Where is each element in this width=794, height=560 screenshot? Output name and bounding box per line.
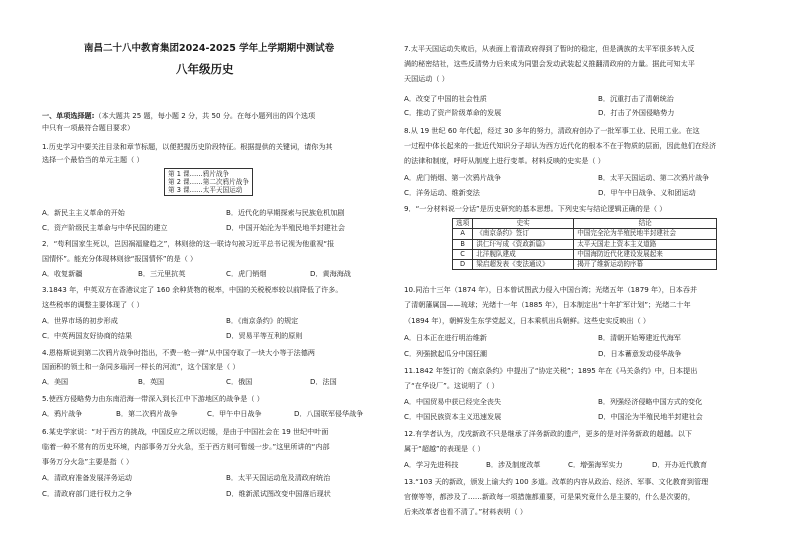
q11-option-a[interactable]: A．中国贸易中获已经完全丧失 — [404, 397, 502, 406]
q6-option-d[interactable]: D．维新派试图改变中国落后现状 — [226, 489, 331, 498]
q11-option-b[interactable]: B．列强经济侵略中国方式的变化 — [598, 397, 703, 406]
q3-stem-1: 3.1843 年，中英双方在香港议定了 160 余种货物的税率，中国的关税税率较以前降低了许多。 — [42, 285, 343, 294]
q12-option-c[interactable]: C．增强海军实力 — [568, 460, 623, 469]
q8-stem-3: 的法律和制度，呼吁从制度上进行变革。材料反映的史实是（ ） — [404, 156, 605, 165]
section-intro: 一、单项选择题:（本大题共 25 题，每小题 2 分，共 50 分。在每小题列出的四个选项 — [42, 111, 316, 120]
q3-option-d[interactable]: D．贸易平等互利的原则 — [226, 331, 303, 340]
table-row: B 洪仁玕写成《资政新篇》 太平天国走上资本主义道路 — [453, 239, 717, 249]
q12-option-b[interactable]: B．涉及制度改革 — [486, 460, 541, 469]
q10-option-b[interactable]: B．清朝开始筹建近代海军 — [598, 333, 681, 342]
q1-option-d[interactable]: D．中国开始沦为半殖民地半封建社会 — [226, 223, 345, 232]
q8-option-b[interactable]: B．太平天国运动、第二次鸦片战争 — [598, 173, 710, 182]
q1-option-a[interactable]: A．新民主主义革命的开始 — [42, 208, 125, 217]
q12-stem-2: 属于“超越”的表现是（ ） — [404, 444, 485, 453]
table-header-row — [453, 219, 717, 229]
q10-option-c[interactable]: C．列强掀起瓜分中国狂潮 — [404, 349, 487, 358]
q1-option-c[interactable]: C．资产阶级民主革命与中华民国的建立 — [42, 223, 168, 232]
q3-option-b[interactable]: B．《南京条约》的规定 — [226, 316, 299, 325]
q1-lesson: 第 3 课……太平天国运动 — [168, 186, 243, 194]
q5-option-b[interactable]: B．第二次鸦片战争 — [116, 409, 178, 418]
q7-option-b[interactable]: B．沉重打击了清朝统治 — [598, 94, 674, 103]
q7-stem-3: 天国运动（ ） — [404, 74, 449, 83]
table-header: 结论 — [574, 219, 717, 229]
q6-option-b[interactable]: B．太平天国运动危及清政府统治 — [226, 473, 331, 482]
q1-lesson: 第 2 课……第二次鸦片战争 — [168, 178, 249, 186]
q11-option-d[interactable]: D．中国沦为半殖民地半封建社会 — [598, 412, 703, 421]
q10-stem-2: 了清朝藩属国——琉球；光绪十一年（1885 年），日本制定出“十年扩军计划”；光绪二十年 — [404, 300, 691, 309]
q8-stem-1: 8.从 19 世纪 60 年代起，经过 30 多年的努力，清政府创办了一批军事工业、民用工业。在这 — [404, 126, 700, 135]
q12-option-d[interactable]: D．开办近代教育 — [652, 460, 708, 469]
q12-stem-1: 12.有学者认为，戊戌新政不只是继承了洋务新政的遗产，更多的是对洋务新政的超越。以下 — [404, 429, 692, 438]
q4-stem-2: 国面积的领土和一条同多瑙河一样长的河流”，这个国家是（ ） — [42, 362, 240, 371]
q7-option-a[interactable]: A．改变了中国的社会性质 — [404, 94, 487, 103]
section-intro-2: 中只有一项最符合题目要求） — [42, 123, 135, 132]
q4-option-b[interactable]: B．英国 — [138, 377, 165, 386]
table-header: 选项 — [453, 219, 473, 229]
q7-option-d[interactable]: D．打击了外国侵略势力 — [598, 108, 675, 117]
q5-option-d[interactable]: D．八国联军侵华战争 — [294, 409, 364, 418]
q9-stem-1: 9．“一分材料说一分话”是历史研究的基本思想。下列史实与结论逻辑正确的是（ ） — [404, 204, 667, 213]
section-heading: 一、单项选择题: — [42, 111, 95, 120]
q4-stem-1: 4.恩格斯说到第二次鸦片战争时指出，不费一枪一弹“从中国夺取了一块大小等于法德两 — [42, 348, 315, 357]
q5-option-c[interactable]: C．甲午中日战争 — [207, 409, 262, 418]
q1-stem-1: 1.历史学习中要关注目录和章节标题，以便把握历史阶段特征。根据提供的关键词，请你为其 — [42, 142, 333, 151]
q3-option-c[interactable]: C．中英两国友好协商的结果 — [42, 331, 133, 340]
q6-option-c[interactable]: C．清政府部门进行权力之争 — [42, 489, 133, 498]
q5-option-a[interactable]: A．鸦片战争 — [42, 409, 83, 418]
q2-stem-1: 2．“苟利国家生死以，岂因祸福避趋之”，林则徐的这一联诗句被习近平总书记视为他重视“报 — [42, 239, 335, 248]
q11-stem-2: 了“在华设厂”。这说明了（ ） — [404, 381, 499, 390]
q1-lesson-box — [164, 168, 253, 196]
q7-stem-1: 7.太平天国运动失败后，从表面上看清政府得到了暂时的稳定，但是满族的太平军很多转入反 — [404, 44, 695, 53]
q10-option-d[interactable]: D．日本蓄意发动侵华战争 — [598, 349, 682, 358]
q6-stem-2: 临着一种不常有的历史环境，内部事务万分火急，至于西方则可暂缓一步。”这里所讲的“内部 — [42, 442, 330, 451]
q2-option-a[interactable]: A．收复新疆 — [42, 269, 83, 278]
q13-stem-2: 官僚等等，都涉及了……新政每一项措施都重要，可是果究竟什么是主要的，什么是次要的， — [404, 492, 695, 501]
q8-option-a[interactable]: A．虎门销烟、第一次鸦片战争 — [404, 173, 502, 182]
q6-option-a[interactable]: A．清政府准备发展洋务运动 — [42, 473, 132, 482]
q1-lesson: 第 1 课……鸦片战争 — [168, 170, 230, 178]
q13-stem-1: 13.“103 天的新政，颁发上谕大约 100 多道。改革的内容从政治、经济、军事、文化教育到管理 — [404, 477, 709, 486]
q11-stem-1: 11.1842 年签订的《南京条约》中提出了“协定关税”；1895 年在《马关条约》中，日本提出 — [404, 366, 698, 375]
q2-stem-2: 国情怀”。能充分体现林则徐“报国情怀”的是（ ） — [42, 254, 198, 263]
q1-stem-2: 选择一个最恰当的单元主题（ ） — [42, 155, 144, 164]
q1-option-b[interactable]: B．近代化的早期探索与民族危机加剧 — [226, 208, 345, 217]
q4-option-c[interactable]: C．俄国 — [226, 377, 253, 386]
q7-option-c[interactable]: C．推动了资产阶级革命的发展 — [404, 108, 502, 117]
q13-stem-3: 后来改革者也看不清了。”材料表明（ ） — [404, 507, 527, 516]
q10-stem-1: 10.同治十三年（1874 年），日本曾试图武力侵入中国台湾；光绪五年（1879 年），日本吞并 — [404, 285, 698, 294]
table-row: A 《南京条约》签订 中国完全沦为半殖民地半封建社会 — [453, 229, 717, 239]
q11-option-c[interactable]: C．中国民族资本主义迅速发展 — [404, 412, 502, 421]
q12-option-a[interactable]: A．学习先进科技 — [404, 460, 459, 469]
q2-option-b[interactable]: B．三元里抗英 — [138, 269, 186, 278]
q10-option-a[interactable]: A．日本正在进行明治维新 — [404, 333, 487, 342]
exam-title: 南昌二十八中教育集团2024-2025 学年上学期期中测试卷 — [84, 43, 335, 54]
q3-option-a[interactable]: A．世界市场的初步形成 — [42, 316, 118, 325]
q4-option-d[interactable]: D．法国 — [310, 377, 337, 386]
table-row: C 北洋舰队建成 中国海防近代化建设发展起来 — [453, 249, 717, 259]
q5-stem-1: 5.使西方侵略势力由东南沿海一带深入到长江中下游地区的战争是（ ） — [42, 394, 264, 403]
q2-option-c[interactable]: C．虎门销烟 — [226, 269, 267, 278]
q2-option-d[interactable]: D．黄海海战 — [310, 269, 351, 278]
q7-stem-2: 满的秘密结社，这些反清势力后来成为同盟会发动武装起义推翻清政府的力量。据此可知太平 — [404, 59, 695, 68]
q9-table — [452, 218, 717, 270]
q6-stem-1: 6.某史学家说：“对于西方的挑战，中国反应之所以迟缓，是由于中国社会在 19 世纪中叶面 — [42, 427, 329, 436]
q4-option-a[interactable]: A．美国 — [42, 377, 69, 386]
q3-stem-2: 这些税率的调整主要体现了（ ） — [42, 300, 144, 309]
q8-option-d[interactable]: D．甲午中日战争、义和团运动 — [598, 188, 696, 197]
table-header: 史实 — [473, 219, 574, 229]
q10-stem-3: （1894 年），朝鲜发生东学党起义，日本乘机出兵朝鲜。这些史实反映出（ ） — [404, 316, 651, 325]
q8-stem-2: 一过程中体长起来的一批近代知识分子却认为西方近代化的根本不在于物质的层面，因此他们在经济 — [404, 141, 717, 150]
q6-stem-3: 事务万分火急”主要是指（ ） — [42, 457, 134, 466]
q8-option-c[interactable]: C．洋务运动、维新变法 — [404, 188, 480, 197]
table-row: D 梁启超发表《变法通议》 揭开了维新运动的序幕 — [453, 260, 717, 270]
exam-subject: 八年级历史 — [176, 62, 234, 76]
